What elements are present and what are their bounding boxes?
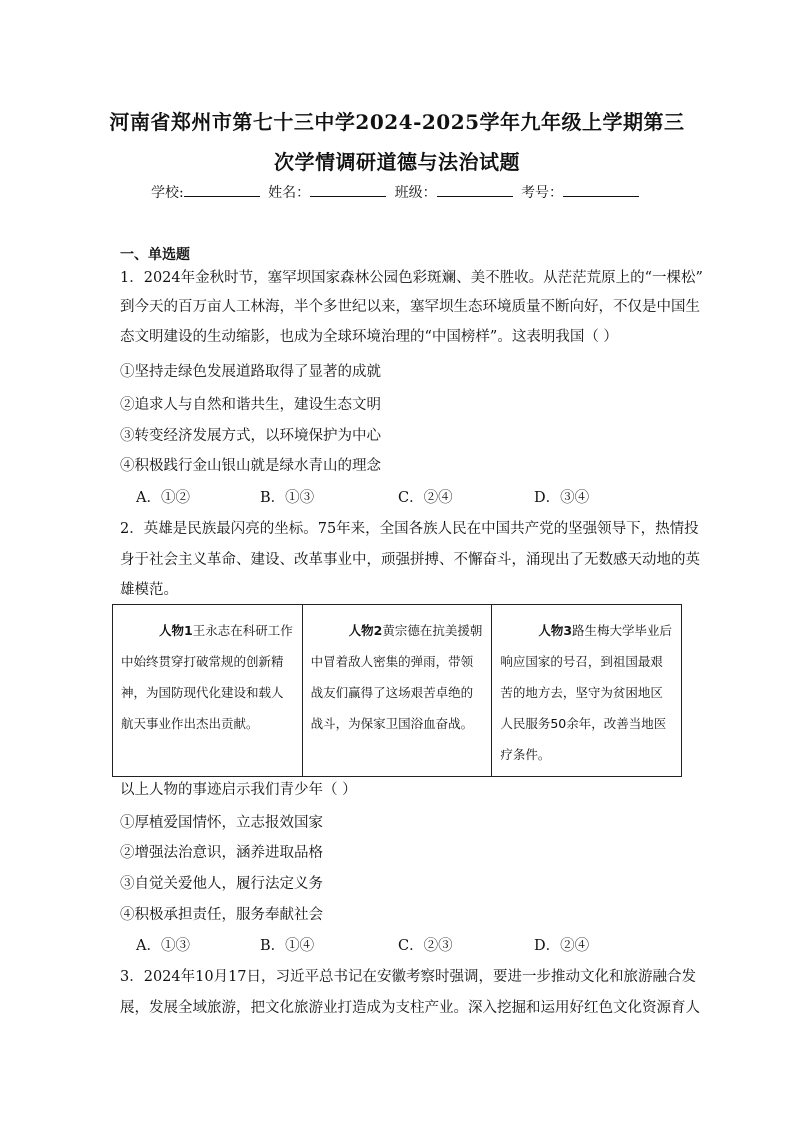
student-info-row (0, 182, 794, 202)
person-name: 人物1 (159, 623, 193, 638)
person-cell-2 (302, 605, 492, 777)
heroes-table (112, 604, 682, 777)
name-blank[interactable] (310, 184, 386, 197)
q2-option-a[interactable]: A．①③ (136, 938, 190, 954)
exam-number-label: 考号： (521, 185, 564, 201)
q1-statement: ④积极践行金山银山就是绿水青山的理念 (120, 458, 381, 474)
q2-option-b[interactable]: B．①④ (260, 938, 315, 954)
person-text: 王永志在科研工作中始终贯穿打破常规的创新精神，为国防现代化建设和载人航天事业作出杰出贡献。 (121, 623, 293, 731)
exam-title-line1: 河南省郑州市第七十三中学2024-2025学年九年级上学期第三 (109, 110, 685, 134)
q1-option-a[interactable]: A．①② (136, 490, 190, 506)
q2-statement: ③自觉关爱他人，履行法定义务 (120, 876, 323, 892)
q2-statement: ②增强法治意识，涵养进取品格 (120, 845, 323, 861)
q3-stem-line: 3．2024年10月17日，习近平总书记在安徽考察时强调，要进一步推动文化和旅游融合发 (120, 969, 697, 985)
q2-statement: ①厚植爱国情怀，立志报效国家 (120, 815, 323, 831)
exam-number-blank[interactable] (563, 184, 639, 197)
name-label: 姓名： (268, 185, 311, 201)
school-blank[interactable] (184, 184, 260, 197)
q2-option-d[interactable]: D．②④ (534, 938, 590, 954)
person-cell-1 (113, 605, 303, 777)
q1-option-c[interactable]: C．②④ (398, 490, 453, 506)
q1-statement: ③转变经济发展方式，以环境保护为中心 (120, 428, 381, 444)
table-row (113, 605, 682, 777)
person-text: 黄宗德在抗美援朝中冒着敌人密集的弹雨，带领战友们赢得了这场艰苦卓绝的战斗，为保家卫国浴血奋战。 (310, 623, 483, 731)
person-name: 人物3 (538, 623, 573, 638)
q1-statement: ①坚持走绿色发展道路取得了显著的成就 (120, 364, 381, 380)
q1-stem-line: 1．2024年金秋时节，塞罕坝国家森林公园色彩斑斓、美不胜收。从茫茫荒原上的“一棵松” (120, 270, 703, 286)
class-label: 班级： (394, 185, 437, 201)
q3-stem-line: 展，发展全域旅游，把文化旅游业打造成为支柱产业。深入挖掘和运用好红色文化资源育人 (120, 1000, 700, 1016)
q1-stem-line: 到今天的百万亩人工林海，半个多世纪以来，塞罕坝生态环境质量不断向好，不仅是中国生 (120, 299, 700, 315)
person-cell-3 (492, 605, 682, 777)
q1-statement: ②追求人与自然和谐共生，建设生态文明 (120, 397, 381, 413)
person-name: 人物2 (348, 623, 383, 638)
q2-option-c[interactable]: C．②③ (398, 938, 453, 954)
q2-question-stem: 以上人物的事迹启示我们青少年（ ） (120, 782, 357, 798)
q2-stem-line: 雄模范。 (120, 582, 178, 598)
q2-statement: ④积极承担责任，服务奉献社会 (120, 907, 323, 923)
class-blank[interactable] (437, 184, 513, 197)
q2-stem-line: 身于社会主义革命、建设、改革事业中，顽强拼搏、不懈奋斗，涌现出了无数感天动地的英 (120, 552, 700, 568)
q1-option-d[interactable]: D．③④ (534, 490, 590, 506)
person-text: 路生梅大学毕业后响应国家的号召，到祖国最艰苦的地方去，坚守为贫困地区人民服务50余年，改善当地医疗条件。 (500, 623, 673, 762)
q1-option-b[interactable]: B．①③ (260, 490, 315, 506)
exam-title-line2: 次学情调研道德与法治试题 (274, 150, 520, 174)
q1-stem-line: 态文明建设的生动缩影，也成为全球环境治理的“中国榜样”。这表明我国（ ） (120, 329, 618, 345)
q2-stem-line: 2．英雄是民族最闪亮的坐标。75年来，全国各族人民在中国共产党的坚强领导下，热情投 (120, 521, 699, 537)
section-heading: 一、单选题 (120, 247, 190, 263)
school-label: 学校: (150, 185, 184, 201)
